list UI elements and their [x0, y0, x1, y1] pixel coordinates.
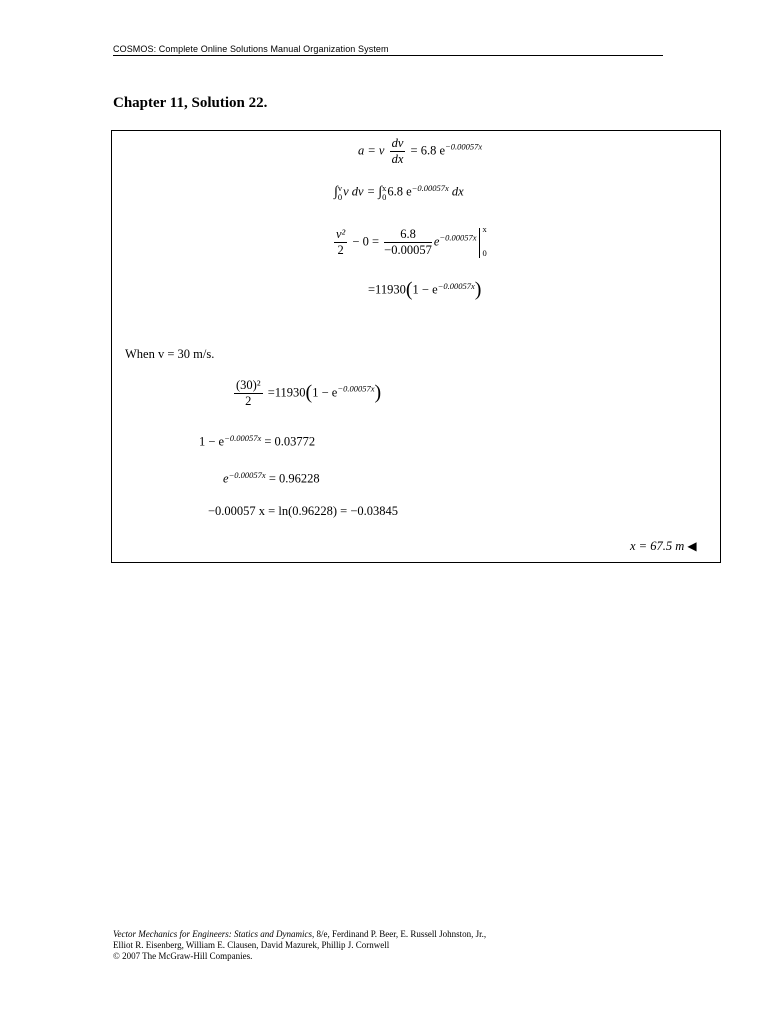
equation-result: $=11930(1 - e^{-0.00057x})$	[368, 278, 482, 301]
chapter-title: Chapter 11, Solution 22.	[113, 95, 268, 111]
equation-step-2: $e^{-0.00057x} = 0.96228$	[223, 470, 320, 486]
equation-step-3: −0.00057 x = ln(0.96228) = −0.03845	[208, 504, 398, 518]
equation-substitution: $\frac{\text{(30)²}}{2}$ $=11930(1 - e^{-0.00057x})$	[236, 378, 382, 408]
book-title: Vector Mechanics for Engineers: Statics and Dynamics	[113, 929, 312, 939]
equation-integral: ∫ v 0 v dv = ∫ x 0 6.8 $e^{-0.00057x}$ dx	[334, 182, 464, 202]
answer-marker-icon: ◀	[687, 539, 697, 553]
condition-text: When v = 30 m/s.	[125, 347, 215, 361]
final-answer: x = 67.5 m ◀	[630, 539, 697, 553]
page-header: COSMOS: Complete Online Solutions Manual Organization System	[113, 44, 663, 56]
equation-acceleration: a = v $\frac{dv}{dx}$ = 6.8 $e^{-0.00057x}$	[358, 136, 483, 166]
solution-box	[111, 130, 721, 563]
equation-velocity-squared: $\frac{\text{v²}}{2}$ − 0 = $\frac{6.8}{-0.00057}$ $e^{-0.00057x}$ x 0	[332, 227, 490, 258]
page-footer: Vector Mechanics for Engineers: Statics and Dynamics, 8/e, Ferdinand P. Beer, E. Russell Johnston, Jr., Elliot R. Eisenberg, William E. Clausen, David Mazurek, Phillip J. Cornwell © 2007 The McGraw-Hill Companies.	[113, 929, 487, 961]
equation-step-1: $1 - e^{-0.00057x} = 0.03772$	[199, 433, 316, 449]
